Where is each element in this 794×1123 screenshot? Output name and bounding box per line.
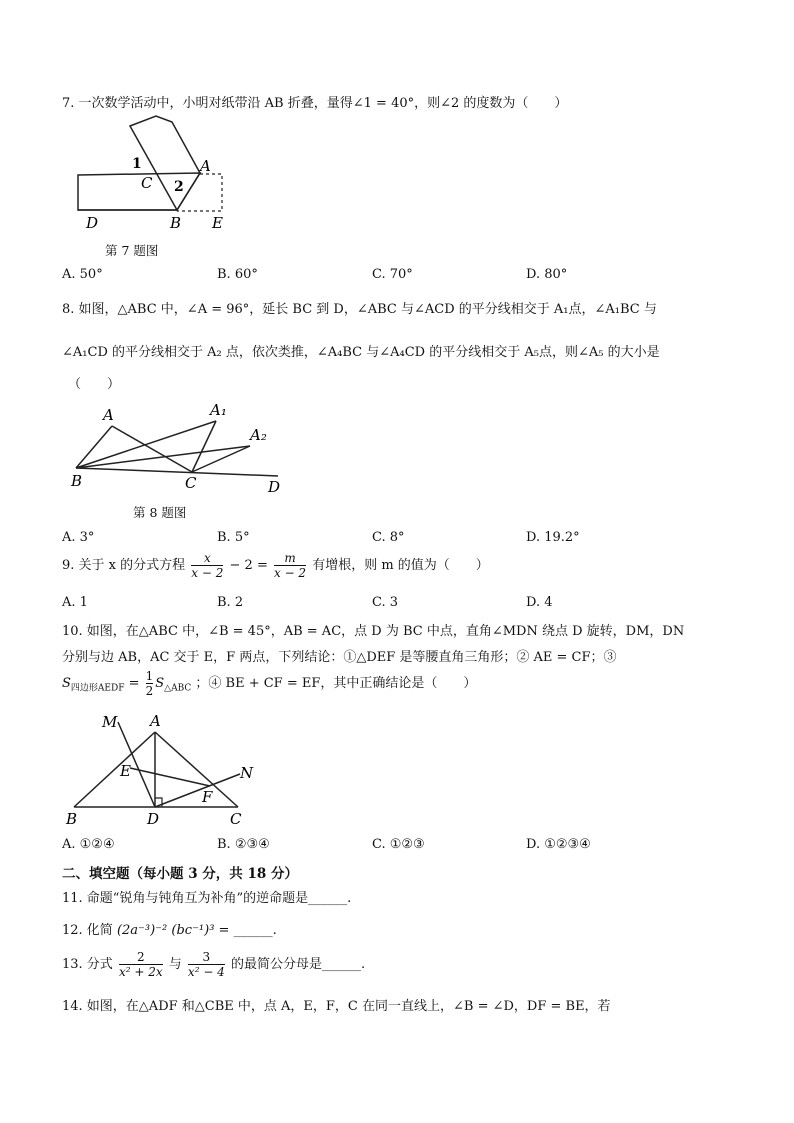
q8-option-b: B. 5° <box>217 530 250 545</box>
q7-dashed <box>177 174 222 211</box>
q10-s2-sub: △ABC <box>164 683 192 694</box>
q9-line <box>62 552 489 579</box>
q10-label-a: A <box>150 712 161 730</box>
q9-frac1-den: x − 2 <box>191 565 224 580</box>
q7-label-a: A <box>200 157 211 175</box>
q8-label-c: C <box>185 474 197 492</box>
q10-figure <box>62 712 262 832</box>
q8-option-c: C. 8° <box>372 530 405 545</box>
q13-f1-num: 2 <box>136 950 145 964</box>
q10-line1: 10. 如图，在△ABC 中，∠B = 45°，AB = AC，点 D 为 BC 中点，直角∠MDN 绕点 D 旋转，DM，DN <box>62 624 685 639</box>
q9-frac1-num: x <box>203 551 211 565</box>
q9-prefix: 9. 关于 x 的分式方程 <box>62 558 186 574</box>
q8-label-a2: A₂ <box>250 426 267 444</box>
q10-label-n: N <box>240 764 254 782</box>
q10-label-d: D <box>147 810 160 828</box>
q7-option-d: D. 80° <box>526 267 568 282</box>
q12-line <box>62 919 277 938</box>
q13-f2-den: x² − 4 <box>187 964 225 979</box>
q10-half-den: 2 <box>145 683 154 698</box>
q13-fraction-1 <box>119 951 163 978</box>
q10-line3 <box>62 670 476 697</box>
q10-s-main: S <box>62 676 71 692</box>
q10-option-b: B. ②③④ <box>217 837 270 852</box>
q7-label-c: C <box>141 174 153 192</box>
q9-middle: − 2 = <box>229 558 268 574</box>
q12-expr: (2a⁻³)⁻² (bc⁻¹)³ = <box>116 923 230 938</box>
q7-label-2: 2 <box>174 179 184 195</box>
q10-s2-main: S <box>155 676 165 692</box>
q9-fraction-2 <box>274 552 306 579</box>
q10-label-c: C <box>230 810 242 828</box>
q8-line3: （ ） <box>68 377 121 392</box>
q12-prefix: 12. 化简 <box>62 923 113 938</box>
q10-label-f: F <box>202 788 213 806</box>
q13-f1-den: x² + 2x <box>118 964 163 979</box>
q7-text: 7. 一次数学活动中，小明对纸带沿 AB 折叠，量得∠1 = 40°，则∠2 的度数为（ ） <box>62 96 568 111</box>
q9-frac2-num: m <box>284 551 296 565</box>
q10-option-a: A. ①②④ <box>62 837 115 852</box>
q13-suffix: 的最简公分母是______. <box>230 957 366 973</box>
q10-line3-rest: ；④ BE + CF = EF，其中正确结论是（ ） <box>195 676 477 692</box>
q8-label-d: D <box>268 478 281 496</box>
q7-label-d: D <box>86 214 99 232</box>
q9-option-b: B. 2 <box>217 595 244 610</box>
q10-option-d: D. ①②③④ <box>526 837 591 852</box>
q8-line2: ∠A₁CD 的平分线相交于 A₂ 点，依次类推，∠A₄BC 与∠A₄CD 的平分线相交于 A₅点，则∠A₅ 的大小是 <box>62 345 660 360</box>
q7-label-1: 1 <box>132 156 142 172</box>
q7-label-e: E <box>212 214 223 232</box>
q10-s-sub: 四边形AEDF <box>70 683 125 694</box>
q13-f2-num: 3 <box>202 950 211 964</box>
q10-label-b: B <box>66 810 78 828</box>
q13-mid: 与 <box>168 957 182 973</box>
q8-figure <box>68 400 293 498</box>
q13-line <box>62 951 365 978</box>
q11-text: 11. 命题“锐角与钝角互为补角”的逆命题是______. <box>62 891 352 906</box>
q10-half <box>146 670 154 697</box>
q9-option-d: D. 4 <box>526 595 553 610</box>
q9-fraction-1 <box>191 552 223 579</box>
q9-option-c: C. 3 <box>372 595 399 610</box>
q7-figure <box>70 112 240 234</box>
q10-label-m: M <box>102 713 118 731</box>
q12-blank: ______. <box>233 923 277 938</box>
q8-label-a1: A₁ <box>210 401 227 419</box>
q8-line1: 8. 如图，△ABC 中，∠A = 96°，延长 BC 到 D，∠ABC 与∠ACD 的平分线相交于 A₁点，∠A₁BC 与 <box>62 302 657 317</box>
q10-half-num: 1 <box>145 669 154 683</box>
q7-label-b: B <box>170 214 182 232</box>
q10-eq: = <box>128 676 140 692</box>
q9-option-a: A. 1 <box>62 595 88 610</box>
q8-label-b: B <box>71 472 83 490</box>
q9-frac2-den: x − 2 <box>273 565 307 580</box>
q10-option-c: C. ①②③ <box>372 837 425 852</box>
q7-option-c: C. 70° <box>372 267 413 282</box>
q13-prefix: 13. 分式 <box>62 957 113 973</box>
q13-fraction-2 <box>188 951 225 978</box>
q8-option-a: A. 3° <box>62 530 95 545</box>
q8-option-d: D. 19.2° <box>526 530 580 545</box>
q7-caption: 第 7 题图 <box>105 243 159 258</box>
q8-label-a: A <box>103 406 114 424</box>
q8-caption: 第 8 题图 <box>133 505 187 520</box>
q9-suffix: 有增根，则 m 的值为（ ） <box>312 558 489 574</box>
q10-label-e: E <box>120 762 131 780</box>
q14-text: 14. 如图，在△ADF 和△CBE 中，点 A，E，F，C 在同一直线上，∠B = ∠D，DF = BE，若 <box>62 999 611 1014</box>
q10-line2: 分别与边 AB，AC 交于 E，F 两点，下列结论：①△DEF 是等腰直角三角形；② AE = CF；③ <box>62 650 617 665</box>
q7-option-a: A. 50° <box>62 267 103 282</box>
section2-title: 二、填空题（每小题 3 分，共 18 分） <box>62 866 298 882</box>
q7-option-b: B. 60° <box>217 267 258 282</box>
